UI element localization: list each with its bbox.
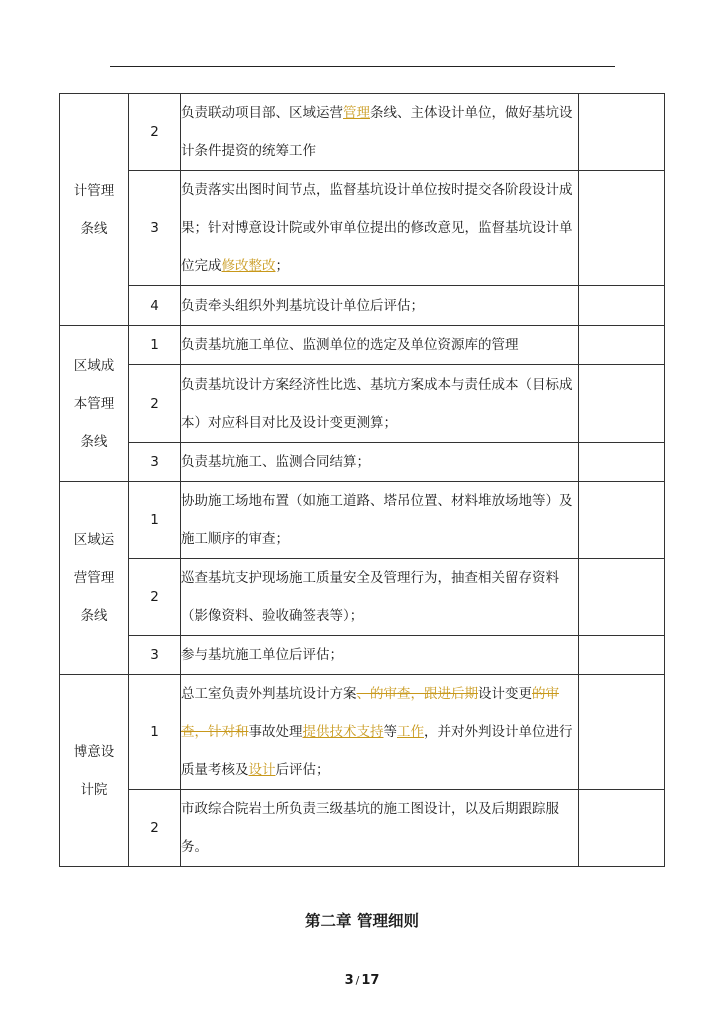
text-segment: 负责基坑施工单位、监测单位的选定及单位资源库的管理: [181, 337, 519, 353]
row-content: [181, 171, 579, 286]
note-cell: [579, 559, 665, 636]
inserted-text: 管理: [343, 105, 370, 121]
row-number: 2: [129, 94, 181, 171]
group-cell-design: [60, 94, 129, 326]
note-cell: [579, 326, 665, 365]
row-content: [181, 790, 579, 867]
note-cell: [579, 636, 665, 675]
row-number: 2: [129, 559, 181, 636]
row-content: [181, 94, 579, 171]
text-segment: 事故处理: [248, 724, 303, 740]
row-number: 3: [129, 171, 181, 286]
text-segment: 设计变更: [478, 686, 532, 702]
page-total: 17: [361, 973, 380, 988]
inserted-text: 工作: [397, 724, 424, 740]
row-number: 3: [129, 636, 181, 675]
table-row: [60, 171, 665, 286]
inserted-text: 修改整改: [221, 258, 276, 274]
group-label: 计管理条线: [73, 182, 115, 237]
text-segment: 负责基坑设计方案经济性比选、基坑方案成本与责任成本（目标成本）对应科目对比及设计变更测算；: [181, 376, 573, 431]
group-cell-ops: [60, 482, 129, 675]
row-content: [181, 636, 579, 675]
page-current: 3: [344, 973, 354, 988]
table-row: [60, 559, 665, 636]
table-row: [60, 636, 665, 675]
table-row: [60, 365, 665, 443]
row-content: [181, 482, 579, 559]
note-cell: [579, 286, 665, 326]
table-row: [60, 443, 665, 482]
row-content: [181, 365, 579, 443]
row-content: [181, 675, 579, 790]
table-row: [60, 482, 665, 559]
text-segment: 协助施工场地布置（如施工道路、塔吊位置、材料堆放场地等）及施工顺序的审查；: [181, 493, 573, 547]
group-cell-cost: [60, 326, 129, 482]
text-segment: 巡查基坑支护现场施工质量安全及管理行为，抽查相关留存资料（影像资料、验收确签表等）；: [181, 570, 559, 624]
group-label: 区域成本管理条线: [73, 357, 115, 450]
row-number: 3: [129, 443, 181, 482]
row-content: [181, 326, 579, 365]
note-cell: [579, 675, 665, 790]
row-content: [181, 443, 579, 482]
page-number: [0, 973, 724, 988]
row-number: 2: [129, 790, 181, 867]
text-segment: ；: [275, 258, 289, 274]
text-segment: 条线、主体设计单位，做好基坑设计条件提资的统筹工作: [181, 105, 573, 159]
table-row: [60, 326, 665, 365]
text-segment: 负责联动项目部、区域运营: [181, 105, 343, 121]
row-content: [181, 559, 579, 636]
row-number: 1: [129, 675, 181, 790]
header-rule: [110, 66, 615, 67]
text-segment: 后评估；: [275, 762, 330, 778]
group-label: 博意设计院: [73, 743, 115, 798]
deleted-text: 的审查，针对和: [181, 686, 559, 740]
table-row: [60, 286, 665, 326]
text-segment: 负责基坑施工、监测合同结算；: [181, 454, 370, 470]
note-cell: [579, 482, 665, 559]
page-separator: /: [355, 974, 360, 987]
note-cell: [579, 94, 665, 171]
note-cell: [579, 365, 665, 443]
inserted-text: 设计: [248, 762, 276, 778]
group-cell-boyi: [60, 675, 129, 867]
note-cell: [579, 790, 665, 867]
note-cell: [579, 171, 665, 286]
chapter-title: 第二章 管理细则: [305, 912, 419, 930]
text-segment: 负责落实出图时间节点，监督基坑设计单位按时提交各阶段设计成果；针对博意设计院或外审单位提出的修改意见，监督基坑设计单位完成: [181, 182, 573, 274]
row-number: 1: [129, 482, 181, 559]
text-segment: 等: [383, 724, 397, 740]
row-number: 4: [129, 286, 181, 326]
row-number: 1: [129, 326, 181, 365]
row-content: [181, 286, 579, 326]
text-segment: 负责牵头组织外判基坑设计单位后评估；: [181, 297, 424, 314]
deleted-text: 、的审查，跟进后期: [356, 686, 478, 702]
table-row: [60, 790, 665, 867]
table-row: [60, 675, 665, 790]
row-number: 2: [129, 365, 181, 443]
text-segment: ，并对外判设计单位进行质量考核及: [181, 724, 573, 778]
text-segment: 市政综合院岩土所负责三级基坑的施工图设计，以及后期跟踪服务。: [181, 801, 559, 855]
note-cell: [579, 443, 665, 482]
group-label: 区域运营管理条线: [73, 532, 115, 624]
text-segment: 总工室负责外判基坑设计方案: [181, 686, 357, 702]
table-row: [60, 94, 665, 171]
inserted-text: 提供技术支持: [302, 724, 384, 740]
responsibility-table: [59, 93, 665, 867]
text-segment: 参与基坑施工单位后评估；: [181, 647, 343, 663]
